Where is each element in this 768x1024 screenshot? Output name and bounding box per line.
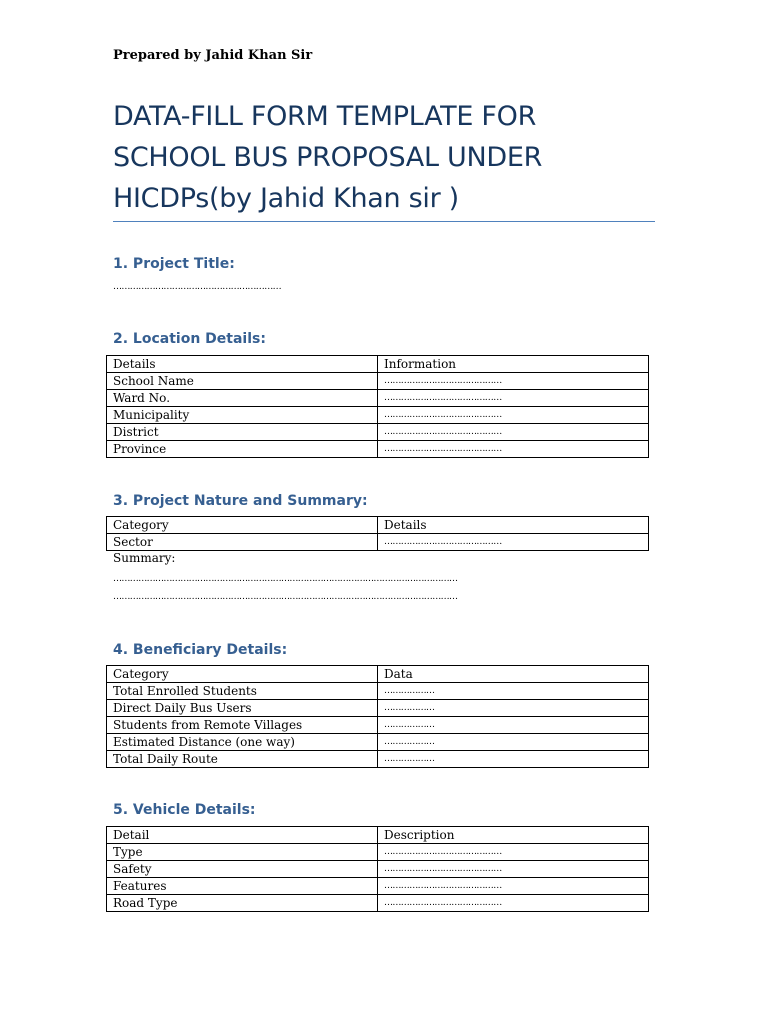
fill-in-blank[interactable]: ……………… [378,751,649,768]
fill-in-blank[interactable]: …………………………………… [378,878,649,895]
vehicle-details-table [106,826,649,912]
table-row [107,683,649,700]
fill-in-blank[interactable]: …………………………………… [378,441,649,458]
table-row [107,878,649,895]
table-row [107,700,649,717]
row-label: Type [107,844,378,861]
table-header-cell: Details [107,356,378,373]
section-5-heading: 5. Vehicle Details: [113,802,256,818]
table-row [107,407,649,424]
location-details-table [106,355,649,458]
row-label: Students from Remote Villages [107,717,378,734]
fill-in-blank[interactable]: …………………………………… [378,534,649,551]
table-header-cell: Category [107,666,378,683]
summary-blank-line-2[interactable]: …………………………………………………………………………………………………………… [113,592,458,602]
row-label: Estimated Distance (one way) [107,734,378,751]
fill-in-blank[interactable]: ……………… [378,683,649,700]
table-row [107,734,649,751]
project-title-blank[interactable]: …………………………………………………… [113,282,282,292]
fill-in-blank[interactable]: …………………………………… [378,844,649,861]
table-header-cell: Data [378,666,649,683]
fill-in-blank[interactable]: …………………………………… [378,424,649,441]
row-label: Direct Daily Bus Users [107,700,378,717]
row-label: District [107,424,378,441]
row-label: Total Enrolled Students [107,683,378,700]
table-row [107,441,649,458]
summary-label: Summary: [113,551,176,565]
row-label: School Name [107,373,378,390]
table-header-row [107,356,649,373]
fill-in-blank[interactable]: …………………………………… [378,373,649,390]
section-1-heading: 1. Project Title: [113,256,235,272]
table-row [107,751,649,768]
summary-blank-line-1[interactable]: …………………………………………………………………………………………………………… [113,574,458,584]
table-header-row [107,827,649,844]
beneficiary-details-table [106,665,649,768]
table-row [107,844,649,861]
table-row [107,895,649,912]
table-header-cell: Detail [107,827,378,844]
fill-in-blank[interactable]: …………………………………… [378,407,649,424]
section-2-heading: 2. Location Details: [113,331,266,347]
document-title [113,96,673,219]
table-header-cell: Description [378,827,649,844]
table-row [107,717,649,734]
table-row [107,424,649,441]
row-label: Municipality [107,407,378,424]
title-line-2: SCHOOL BUS PROPOSAL UNDER [113,142,543,173]
row-label: Sector [107,534,378,551]
fill-in-blank[interactable]: …………………………………… [378,895,649,912]
section-4-heading: 4. Beneficiary Details: [113,642,288,658]
table-row [107,373,649,390]
fill-in-blank[interactable]: ……………… [378,700,649,717]
table-header-cell: Information [378,356,649,373]
fill-in-blank[interactable]: ……………… [378,734,649,751]
row-label: Road Type [107,895,378,912]
table-row [107,390,649,407]
prepared-by-line: Prepared by Jahid Khan Sir [113,48,313,63]
fill-in-blank[interactable]: …………………………………… [378,861,649,878]
row-label: Province [107,441,378,458]
fill-in-blank[interactable]: ……………… [378,717,649,734]
title-divider [113,221,655,222]
title-line-3: HICDPs(by Jahid Khan sir ) [113,183,459,214]
table-row [107,534,649,551]
table-header-cell: Category [107,517,378,534]
table-row [107,861,649,878]
table-header-row [107,517,649,534]
fill-in-blank[interactable]: …………………………………… [378,390,649,407]
row-label: Features [107,878,378,895]
row-label: Total Daily Route [107,751,378,768]
section-3-heading: 3. Project Nature and Summary: [113,493,368,509]
project-nature-table [106,516,649,551]
row-label: Safety [107,861,378,878]
row-label: Ward No. [107,390,378,407]
table-header-cell: Details [378,517,649,534]
table-header-row [107,666,649,683]
title-line-1: DATA-FILL FORM TEMPLATE FOR [113,101,537,132]
